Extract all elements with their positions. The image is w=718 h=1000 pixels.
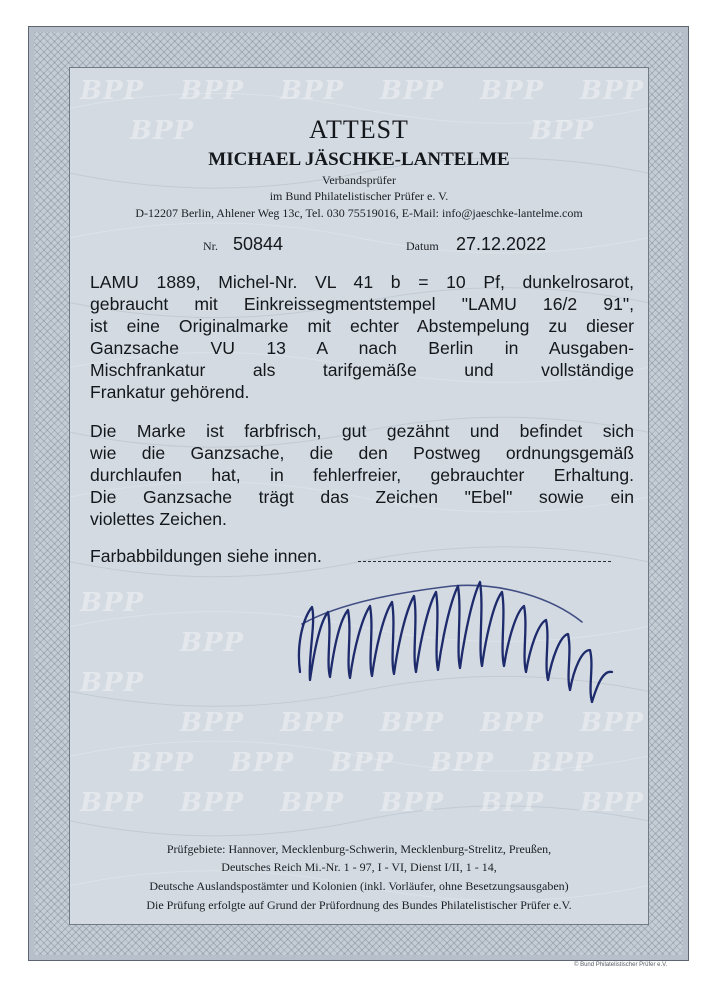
certificate-content	[70, 68, 648, 924]
paragraph-2-line: violettes Zeichen.	[90, 509, 227, 529]
watermark-text: BPP	[280, 788, 345, 818]
paragraph-1-line: Frankatur gehörend.	[90, 382, 250, 402]
footer-line-4: Die Prüfung erfolgte auf Grund der Prüfordnung des Bundes Philatelistischer Prüfer e.V.	[146, 898, 572, 912]
paragraph-1	[90, 271, 634, 403]
watermark-text: BPP	[580, 76, 645, 106]
watermark-text: BPP	[380, 708, 445, 738]
watermark-text: BPP	[580, 708, 645, 738]
issuer-address: D-12207 Berlin, Ahlener Weg 13c, Tel. 030 75519016, E-Mail: info@jaeschke-lantelme.com	[135, 206, 583, 220]
watermark-text: BPP	[380, 76, 445, 106]
watermark-text: BPP	[180, 708, 245, 738]
paragraph-1-line: LAMU 1889, Michel-Nr. VL 41 b = 10 Pf, dunkelrosarot,	[90, 272, 634, 292]
watermark-text: BPP	[230, 748, 295, 778]
date-label: Datum	[406, 239, 439, 253]
watermark-text: BPP	[380, 788, 445, 818]
certificate-title: ATTEST	[309, 115, 409, 144]
number-label: Nr.	[203, 239, 218, 253]
issuer-association: im Bund Philatelistischer Prüfer e. V.	[269, 189, 449, 203]
watermark-text: BPP	[330, 748, 395, 778]
issuer-name: MICHAEL JÄSCHKE-LANTELME	[208, 149, 510, 170]
paragraph-2-line: Die Ganzsache trägt das Zeichen "Ebel" sowie ein	[90, 487, 634, 507]
color-images-note: Farbabbildungen siehe innen.	[90, 546, 322, 566]
watermark-text: BPP	[180, 76, 245, 106]
paragraph-2-line: Die Marke ist farbfrisch, gut gezähnt und befindet sich	[90, 421, 634, 441]
watermark-text: BPP	[130, 748, 195, 778]
paragraph-1-line: Mischfrankatur als tarifgemäße und vollständige	[90, 360, 634, 380]
watermark-text: BPP	[280, 76, 345, 106]
watermark-text: BPP	[80, 788, 145, 818]
watermark-text: BPP	[80, 76, 145, 106]
footer-line-3: Deutsche Auslandspostämter und Kolonien (inkl. Vorläufer, ohne Besetzungsausgaben)	[149, 879, 569, 893]
issuer-role: Verbandsprüfer	[322, 173, 396, 187]
paragraph-2-line: durchlaufen hat, in fehlerfreier, gebrauchter Erhaltung.	[90, 465, 634, 485]
watermark-text: BPP	[80, 668, 145, 698]
paragraph-2-line: wie die Ganzsache, die den Postweg ordnungsgemäß	[90, 443, 634, 463]
paragraph-1-line: Ganzsache VU 13 A nach Berlin in Ausgaben-	[90, 338, 634, 358]
paragraph-2	[90, 420, 634, 530]
handwritten-signature	[282, 562, 642, 722]
paragraph-1-line: ist eine Originalmarke mit echter Abstempelung zu dieser	[90, 316, 634, 336]
paragraph-1-line: gebraucht mit Einkreissegmentstempel "LAMU 16/2 91",	[90, 294, 634, 314]
watermark-text: BPP	[130, 116, 195, 146]
copyright-note: © Bund Philatelistischer Prüfer e.V.	[574, 962, 668, 968]
watermark-text: BPP	[530, 748, 595, 778]
certificate-panel	[69, 67, 649, 925]
watermark-text: BPP	[480, 708, 545, 738]
certificate-number: 50844	[233, 234, 284, 254]
watermark-text: BPP	[180, 628, 245, 658]
watermark-text: BPP	[530, 116, 595, 146]
watermark-text: BPP	[480, 76, 545, 106]
watermark-text: BPP	[580, 788, 645, 818]
watermark-text: BPP	[280, 708, 345, 738]
watermark-text: BPP	[480, 788, 545, 818]
footer-line-2: Deutsches Reich Mi.-Nr. 1 - 97, I - VI, Dienst I/II, 1 - 14,	[221, 860, 497, 874]
watermark-text: BPP	[80, 588, 145, 618]
footer-line-1: Prüfgebiete: Hannover, Mecklenburg-Schwerin, Mecklenburg-Strelitz, Preußen,	[166, 842, 552, 856]
watermark-text: BPP	[180, 788, 245, 818]
certificate-date: 27.12.2022	[456, 234, 547, 254]
watermark-text: BPP	[430, 748, 495, 778]
